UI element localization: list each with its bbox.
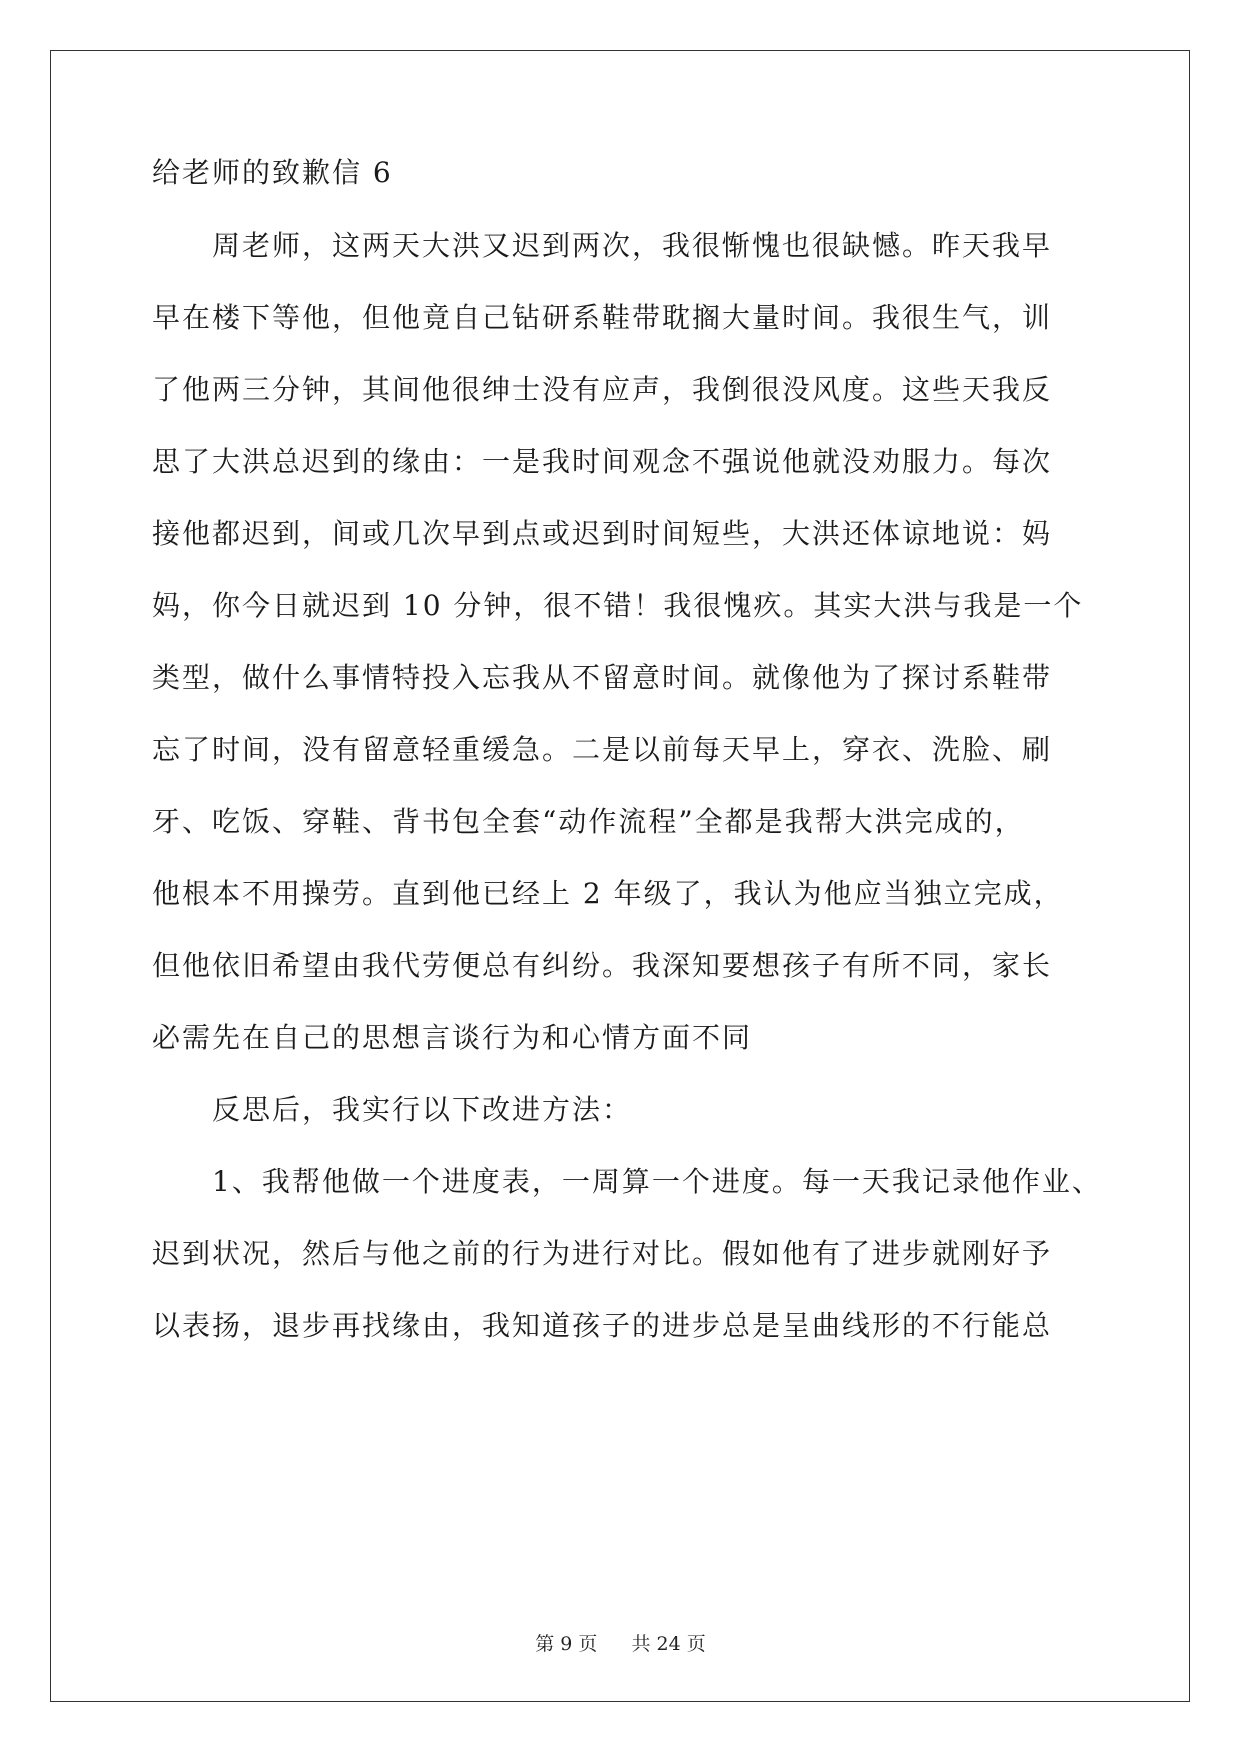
paragraph-1-line: 他根本不用操劳。直到他已经上 2 年级了，我认为他应当独立完成，	[152, 877, 1064, 910]
paragraph-1-line: 牙、吃饭、穿鞋、背书包全套“动作流程”全都是我帮大洪完成的，	[152, 805, 1025, 838]
page-number: 第 9 页	[535, 1633, 598, 1655]
page-total: 共 24 页	[631, 1633, 706, 1655]
paragraph-3-line: 迟到状况，然后与他之前的行为进行对比。假如他有了进步就刚好予	[152, 1237, 1053, 1270]
paragraph-1-line: 思了大洪总迟到的缘由：一是我时间观念不强说他就没劝服力。每次	[152, 445, 1053, 478]
paragraph-1-line: 必需先在自己的思想言谈行为和心情方面不同	[152, 1021, 753, 1054]
paragraph-2: 反思后，我实行以下改进方法：	[212, 1093, 633, 1126]
paragraph-1-line: 类型，做什么事情特投入忘我从不留意时间。就像他为了探讨系鞋带	[152, 661, 1053, 694]
paragraph-1-line: 接他都迟到，间或几次早到点或迟到时间短些，大洪还体谅地说：妈	[152, 517, 1053, 550]
paragraph-3-line: 以表扬，退步再找缘由，我知道孩子的进步总是呈曲线形的不行能总	[152, 1309, 1053, 1342]
paragraph-1-line: 妈，你今日就迟到 10 分钟，很不错！我很愧疚。其实大洪与我是一个	[152, 589, 1084, 622]
page-footer	[0, 1631, 1241, 1657]
paragraph-1-line: 周老师，这两天大洪又迟到两次，我很惭愧也很缺憾。昨天我早	[212, 229, 1053, 262]
paragraph-1-line: 了他两三分钟，其间他很绅士没有应声，我倒很没风度。这些天我反	[152, 373, 1053, 406]
paragraph-1-line: 早在楼下等他，但他竟自己钻研系鞋带耽搁大量时间。我很生气，训	[152, 301, 1053, 334]
paragraph-3-line: 1、我帮他做一个进度表，一周算一个进度。每一天我记录他作业、	[212, 1165, 1102, 1198]
paragraph-1-line: 但他依旧希望由我代劳便总有纠纷。我深知要想孩子有所不同，家长	[152, 949, 1053, 982]
paragraph-1-line: 忘了时间，没有留意轻重缓急。二是以前每天早上，穿衣、洗脸、刷	[152, 733, 1053, 766]
document-title: 给老师的致歉信 6	[152, 156, 393, 189]
